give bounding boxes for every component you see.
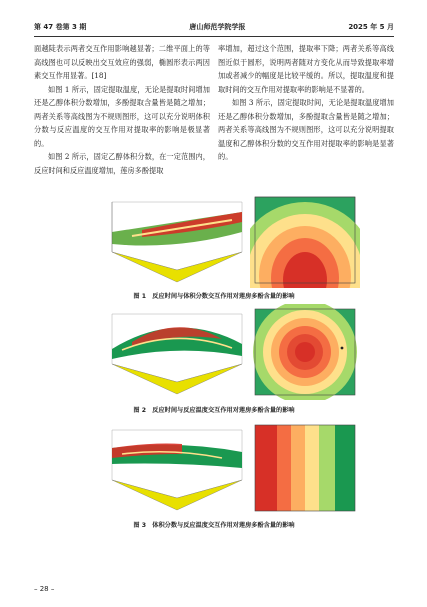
figure-2-contour-plot [250, 304, 360, 400]
running-header [34, 20, 394, 32]
figure-3-surface-plot [102, 420, 252, 516]
journal-date: 2025 年 5 月 [348, 23, 394, 31]
figure-2 [34, 304, 394, 400]
right-column [218, 42, 394, 164]
paragraph: 如图 3 所示，固定提取时间，无论是提取温度增加还是乙醇体积分数增加，多酚提取含量皆是随之增加；两者关系等高线图为不规则图形，这可以充分说明提取温度和乙醇体积分数的交互作用对提取率的影响是显著的。 [218, 98, 394, 161]
figure-3-caption: 图 3 体积分数与反应温度交互作用对莲房多酚含量的影响 [133, 522, 295, 529]
floor-plane [112, 252, 242, 282]
paragraph: 如图 2 所示，固定乙醇体积分数，在一定范围内，反应时间和反应温度增加，莲房多酚提取 [34, 152, 210, 175]
figure-2-caption: 图 2 反应时间与反应温度交互作用对莲房多酚含量的影响 [133, 407, 295, 414]
paragraph: 率增加，超过这个范围，提取率下降；两者关系等高线图近似于圆形，说明两者随对方变化从而导致提取率增加或者减少的幅度是比较平缓的。所以，提取温度和提取时间的交互作用对提取率的影响是不显著的。 [218, 44, 394, 94]
figure-3 [34, 420, 394, 516]
figure-1-surface-plot [102, 192, 252, 288]
figure-1-contour-plot [250, 192, 360, 288]
floor-plane [112, 480, 242, 510]
left-column [34, 42, 210, 177]
floor-plane [112, 364, 242, 394]
paragraph: 如图 1 所示，固定提取温度，无论是提取时间增加还是乙醇体积分数增加，多酚提取含量皆是随之增加；两者关系等高线图为不规则图形，这可以充分说明体积分数与反应温度的交互作用对提取率的影响是极显著的。 [34, 84, 210, 148]
figure-1-caption: 图 1 反应时间与体积分数交互作用对莲房多酚含量的影响 [133, 293, 295, 300]
design-point-marker [341, 347, 344, 350]
header-rule [34, 36, 394, 37]
figure-2-surface-plot [102, 304, 252, 400]
journal-volume: 第 47 卷第 3 期 [34, 23, 87, 31]
figure-1 [34, 192, 394, 288]
figure-3-contour-plot [250, 420, 360, 516]
page-number: – 28 – [34, 585, 55, 593]
paragraph: 面越陡表示两者交互作用影响越显著；二维平面上的等高线图也可以反映出交互效应的强弱，椭圆形表示两因素交互作用显著。[18] [34, 44, 210, 80]
journal-name: 唐山师范学院学报 [189, 23, 246, 31]
